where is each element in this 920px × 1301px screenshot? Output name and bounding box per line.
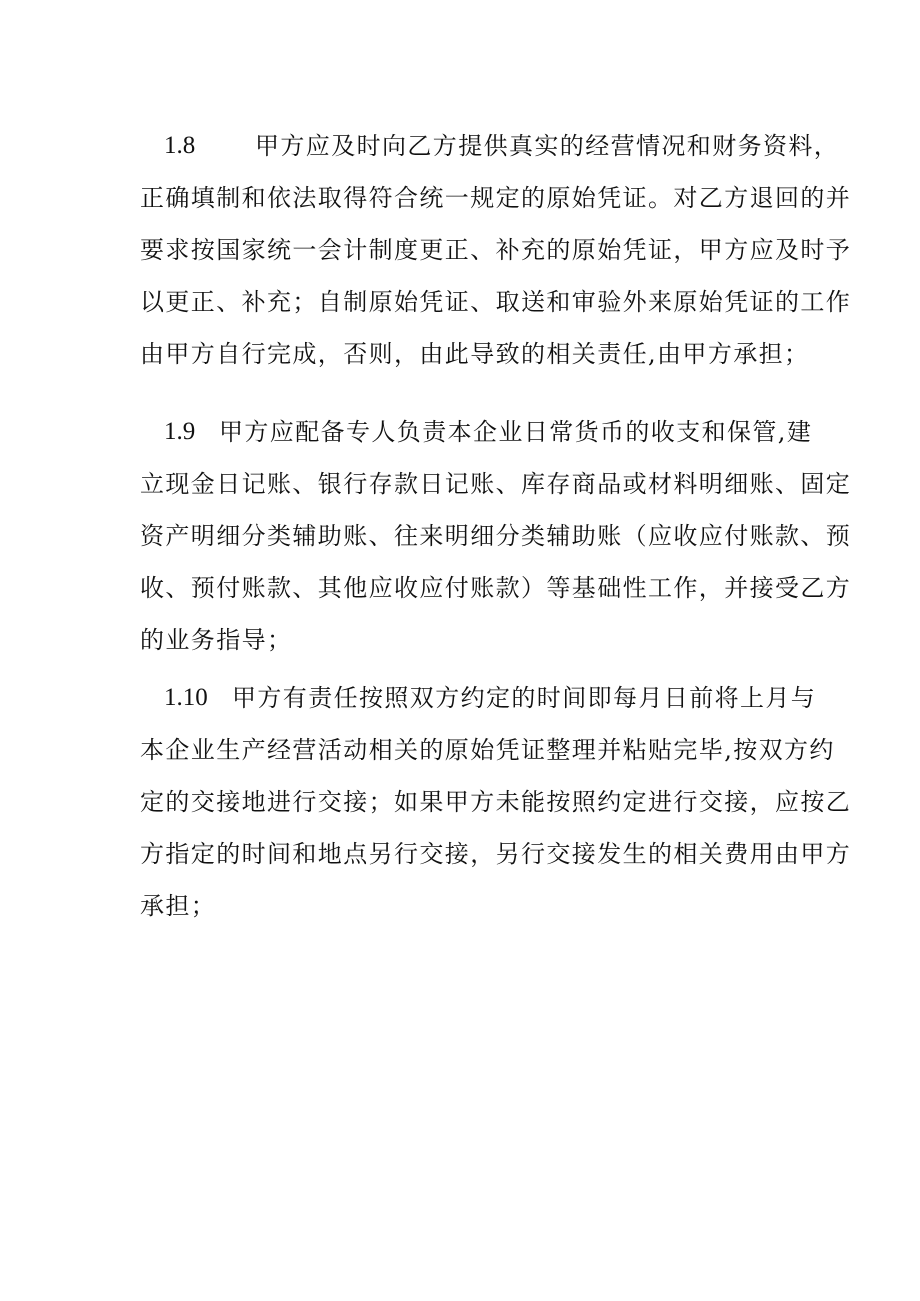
clause-line: 要求按国家统一会计制度更正、补充的原始凭证，甲方应及时予 <box>140 236 852 264</box>
clause-number: 1.8 <box>164 132 196 159</box>
clause-number: 1.9 <box>164 418 196 445</box>
clause-first-line <box>140 672 817 724</box>
clause-line: 方指定的时间和地点另行交接，另行交接发生的相关费用由甲方 <box>140 840 852 868</box>
clause-line: 收、预付账款、其他应收应付账款）等基础性工作，并接受乙方 <box>140 574 852 602</box>
clause-line: 立现金日记账、银行存款日记账、库存商品或材料明细账、固定 <box>140 470 852 498</box>
clause-1-8 <box>140 120 852 380</box>
clause-first-line <box>140 406 813 458</box>
clause-1-9 <box>140 406 852 666</box>
clause-line: 正确填制和依法取得符合统一规定的原始凭证。对乙方退回的并 <box>140 184 852 212</box>
clause-line: 甲方有责任按照双方约定的时间即每月日前将上月与 <box>232 684 817 712</box>
clause-line: 甲方应及时向乙方提供真实的经营情况和财务资料， <box>255 132 840 160</box>
clause-line: 承担； <box>140 892 217 920</box>
clause-line: 的业务指导； <box>140 626 293 654</box>
clause-line: 资产明细分类辅助账、往来明细分类辅助账（应收应付账款、预 <box>140 522 852 550</box>
clause-line: 甲方应配备专人负责本企业日常货币的收支和保管,建 <box>219 418 813 446</box>
clause-1-10 <box>140 672 852 932</box>
clause-line: 定的交接地进行交接；如果甲方未能按照约定进行交接，应按乙 <box>140 788 852 816</box>
clause-line: 由甲方自行完成，否则，由此导致的相关责任,由甲方承担； <box>140 340 810 368</box>
clause-line: 以更正、补充；自制原始凭证、取送和审验外来原始凭证的工作 <box>140 288 852 316</box>
clause-first-line <box>140 120 840 172</box>
clause-number: 1.10 <box>164 684 208 711</box>
clause-line: 本企业生产经营活动相关的原始凭证整理并粘贴完毕,按双方约 <box>140 736 835 764</box>
document-page <box>140 120 852 932</box>
